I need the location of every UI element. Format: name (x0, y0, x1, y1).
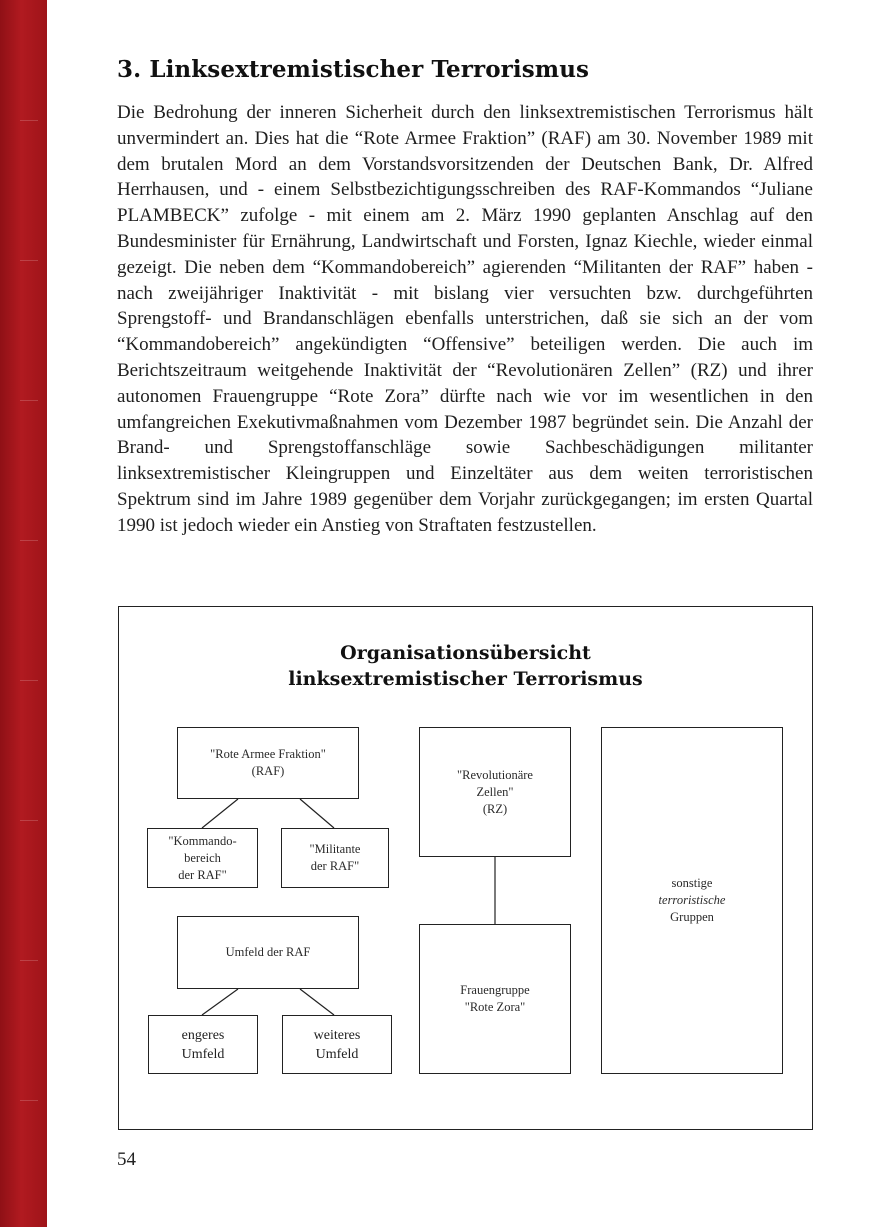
box-label-line: Umfeld (315, 1046, 359, 1062)
box-label-line: der RAF" (310, 859, 360, 873)
box-label-line: "Revolutionäre (457, 767, 533, 782)
box-frauengruppe-rote-zora (419, 924, 571, 1074)
box-umfeld-der-raf (177, 916, 359, 989)
box-kommandobereich (147, 828, 258, 888)
box-label-line: "Rote Armee Fraktion" (210, 747, 326, 761)
box-label-line: (RAF) (251, 764, 285, 778)
box-label-line: Gruppen (670, 910, 714, 924)
connector-raf-kommando (202, 799, 238, 828)
org-chart-title-line2: linksextremistischer Terrorismus (288, 668, 643, 690)
box-label-line: bereich (184, 850, 221, 865)
box-label-line: "Militante (309, 842, 361, 856)
body-paragraph: Die Bedrohung der inneren Sicherheit durch den linksextremistischen Terrorismus hält unvermindert an. Dies hat die “Rote Armee Fraktion” (RAF) am 30. November 1989 mit dem brutalen Mord an dem Vorstandsvorsitzenden der Deutschen Bank, Dr. Alfred Herrhausen, und - einem Selbstbezichtigungsschreiben des RAF-Kommandos “Juliane PLAMBECK” zufolge - mit einem am 2. März 1990 geplanten Anschlag auf den Bundesminister für Ernährung, Landwirtschaft und Forsten, Ignaz Kiechle, wieder einmal gezeigt. Die neben dem “Kommandobereich” agierenden “Militanten der RAF” haben - nach zweijähriger Inaktivität - mit bislang vier versuchten bzw. durchgeführten Sprengstoff- und Brandanschlägen ebenfalls unterstrichen, daß sie sich an der vom “Kommandobereich” angekündigten “Offensive” beteiligen werden. Die auch im Berichtszeitraum weitgehende Inaktivität der “Revolutionären Zellen” (RZ) und ihrer autonomen Frauengruppe “Rote Zora” dürfte nach wie vor im wesentlichen in den umfangreichen Exekutivmaßnahmen vom Dezember 1987 begründet sein. Die Anzahl der Brand- und Sprengstoffanschläge sowie Sachbeschädigungen militanter linksextremistischer Kleingruppen und Einzeltäter aus dem weiten terroristischen Spektrum sind im Jahre 1989 gegenüber dem Vorjahr zurückgegangen; im ersten Quartal 1990 ist jedoch wieder ein Anstieg von Straftaten festzustellen. (117, 102, 813, 536)
box-label-line: Zellen" (476, 784, 514, 799)
box-label-line: weiteres (313, 1027, 361, 1043)
box-label-line: Umfeld der RAF (225, 945, 311, 959)
box-engeres-umfeld (148, 1015, 258, 1074)
box-label-line: "Rote Zora" (464, 1000, 526, 1014)
box-label-line: engeres (181, 1027, 225, 1043)
connector-raf-militante (300, 799, 334, 828)
box-rote-armee-fraktion (177, 727, 359, 799)
connector-umfeld-weiteres (300, 989, 334, 1015)
box-label-line: (RZ) (482, 801, 508, 816)
section-heading: 3. Linksextremistischer Terrorismus (117, 56, 590, 83)
box-militante-der-raf (281, 828, 389, 888)
page-number: 54 (117, 1149, 136, 1170)
box-revolutionaere-zellen (419, 727, 571, 857)
connector-umfeld-engeres (202, 989, 238, 1015)
box-label-line: sonstige (671, 876, 713, 890)
box-label-line: Frauengruppe (460, 983, 530, 997)
box-sonstige-gruppen (601, 727, 783, 1074)
box-weiteres-umfeld (282, 1015, 392, 1074)
org-chart-title-line1: Organisationsübersicht (340, 642, 591, 664)
box-label-line: terroristische (658, 893, 726, 907)
box-label-line: der RAF" (178, 867, 227, 882)
box-label-line: "Kommando- (168, 833, 237, 848)
box-label-line: Umfeld (181, 1046, 225, 1062)
